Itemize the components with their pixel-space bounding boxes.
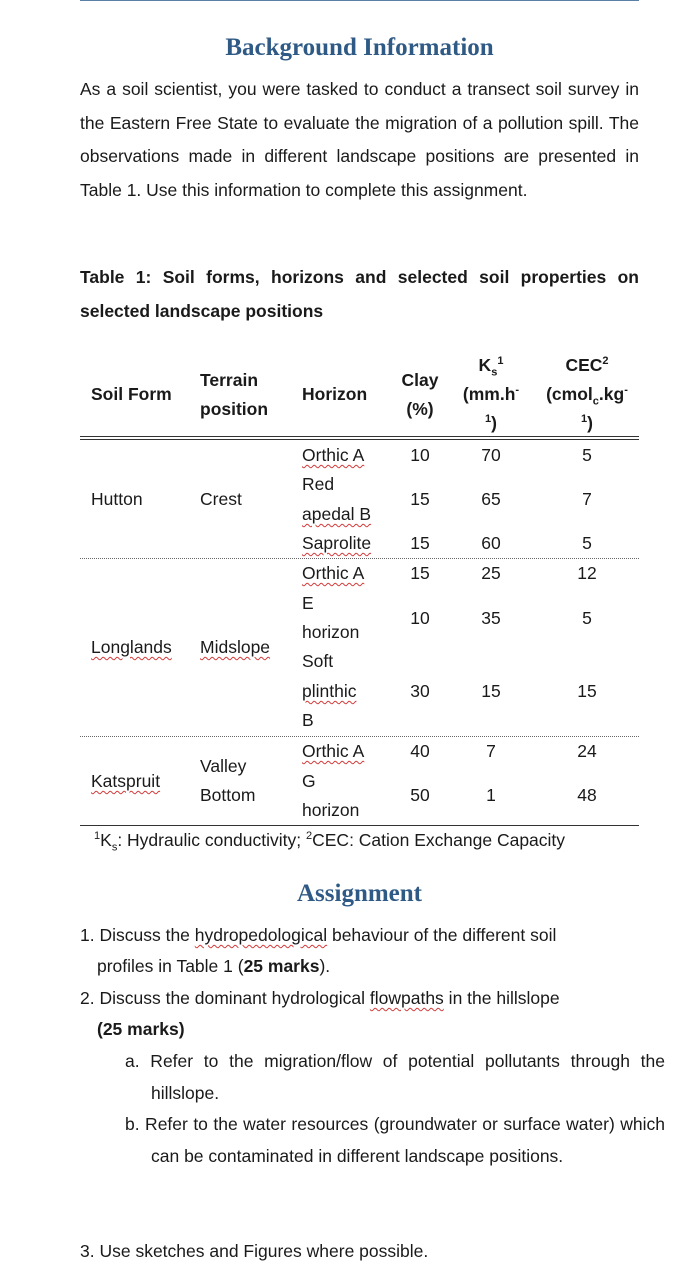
background-heading: Background Information (225, 34, 494, 61)
katspruit-h2-cec: 48 (577, 785, 597, 805)
hutton-h3-clay: 15 (410, 533, 430, 553)
assignment-item-3: 3. Use sketches and Figures where possible. (80, 1241, 429, 1261)
assignment-item-1-line2: profiles in Table 1 (25 marks). (97, 956, 331, 976)
longlands-h2-ks: 35 (481, 608, 501, 628)
longlands-h3-cec: 15 (577, 681, 597, 701)
assignment-sub-b: b. Refer to the water resources (groundwater or surface water) which can be contaminated in different landscape positions. (125, 1114, 665, 1166)
longlands-soil-form: Longlands (91, 637, 172, 657)
header-ks-3: $^1$) (485, 413, 497, 433)
longlands-h1-horizon: Orthic A (302, 563, 365, 583)
hutton-h2-horizon-line1: Red (302, 474, 335, 494)
katspruit-h1-ks: 7 (486, 741, 496, 761)
katspruit-h2-ks: 1 (486, 785, 496, 805)
katspruit-soil-form: Katspruit (91, 771, 161, 791)
longlands-h1-ks: 25 (481, 563, 501, 583)
hutton-h1-cec: 5 (582, 445, 592, 465)
hutton-h2-ks: 65 (481, 489, 501, 509)
assignment-item-1-line1: 1. Discuss the hydropedological behaviour of the different soil (80, 925, 557, 945)
longlands-h2-horizon-line2: horizon (302, 622, 360, 642)
hutton-h3-cec: 5 (582, 533, 592, 553)
katspruit-h2-horizon-line2: horizon (302, 800, 360, 820)
longlands-h3-clay: 30 (410, 681, 430, 701)
longlands-h1-cec: 12 (577, 563, 597, 583)
header-ks-2: (mm.h- (462, 384, 520, 404)
header-cec-3: $^1$) (581, 413, 593, 433)
header-terrain-1: Terrain (200, 370, 259, 390)
background-paragraph: As a soil scientist, you were tasked to conduct a transect soil survey in the Eastern Free State to evaluate the migration of a pollution spill. The observations made in different landscape positions are presented in Table 1. Use this information to complete this assignment. (80, 79, 639, 200)
katspruit-h1-clay: 40 (410, 741, 430, 761)
longlands-h3-horizon-line2: plinthic (302, 681, 357, 701)
hutton-h1-clay: 10 (410, 445, 430, 465)
katspruit-h2-clay: 50 (410, 785, 430, 805)
longlands-h1-clay: 15 (410, 563, 430, 583)
hutton-h2-cec: 7 (582, 489, 592, 509)
header-cec-1: CEC$^2$ (565, 355, 609, 375)
header-clay-1: Clay (401, 370, 439, 390)
assignment-item-2-marks: (25 marks) (97, 1019, 185, 1039)
assignment-sub-a: a. Refer to the migration/flow of potential pollutants through the hillslope. (125, 1051, 665, 1103)
header-horizon: Horizon (302, 384, 368, 404)
longlands-h2-clay: 10 (410, 608, 430, 628)
hutton-h3-ks: 60 (481, 533, 501, 553)
hutton-h3-horizon: Saprolite (302, 533, 372, 553)
katspruit-h2-horizon-line1: G (302, 771, 316, 791)
hutton-soil-form: Hutton (91, 489, 143, 509)
header-soil-form: Soil Form (91, 384, 172, 404)
header-double-rule (80, 436, 639, 440)
top-rule (80, 0, 639, 1)
header-ks-1: $K_s^1$ (478, 355, 504, 379)
header-clay-2: (%) (406, 399, 434, 419)
katspruit-terrain-2: Bottom (200, 785, 256, 805)
hutton-h2-clay: 15 (410, 489, 430, 509)
katspruit-h1-cec: 24 (577, 741, 597, 761)
table-footnote: $^1K_s$: Hydraulic conductivity; $^2$CEC: Cation Exchange Capacity (94, 830, 566, 854)
longlands-terrain: Midslope (200, 637, 271, 657)
table-caption: Table 1: Soil forms, horizons and selected soil properties on selected landscape positions (80, 267, 639, 321)
hutton-h2-horizon-line2: apedal B (302, 504, 372, 524)
assignment-heading: Assignment (296, 880, 422, 907)
katspruit-terrain-1: Valley (200, 756, 247, 776)
hutton-h1-horizon: Orthic A (302, 445, 365, 465)
longlands-h3-horizon-line1: Soft (302, 651, 334, 671)
hutton-h1-ks: 70 (481, 445, 501, 465)
hutton-terrain: Crest (200, 489, 242, 509)
longlands-h3-ks: 15 (481, 681, 501, 701)
assignment-item-2-line1: 2. Discuss the dominant hydrological flowpaths in the hillslope (80, 988, 560, 1008)
header-cec-2: (cmol$_c$.kg- (546, 384, 628, 408)
katspruit-h1-horizon: Orthic A (302, 741, 365, 761)
header-terrain-2: position (200, 399, 269, 419)
longlands-h2-horizon-line1: E (302, 593, 314, 613)
longlands-h2-cec: 5 (582, 608, 592, 628)
longlands-h3-horizon-line3: B (302, 710, 314, 730)
